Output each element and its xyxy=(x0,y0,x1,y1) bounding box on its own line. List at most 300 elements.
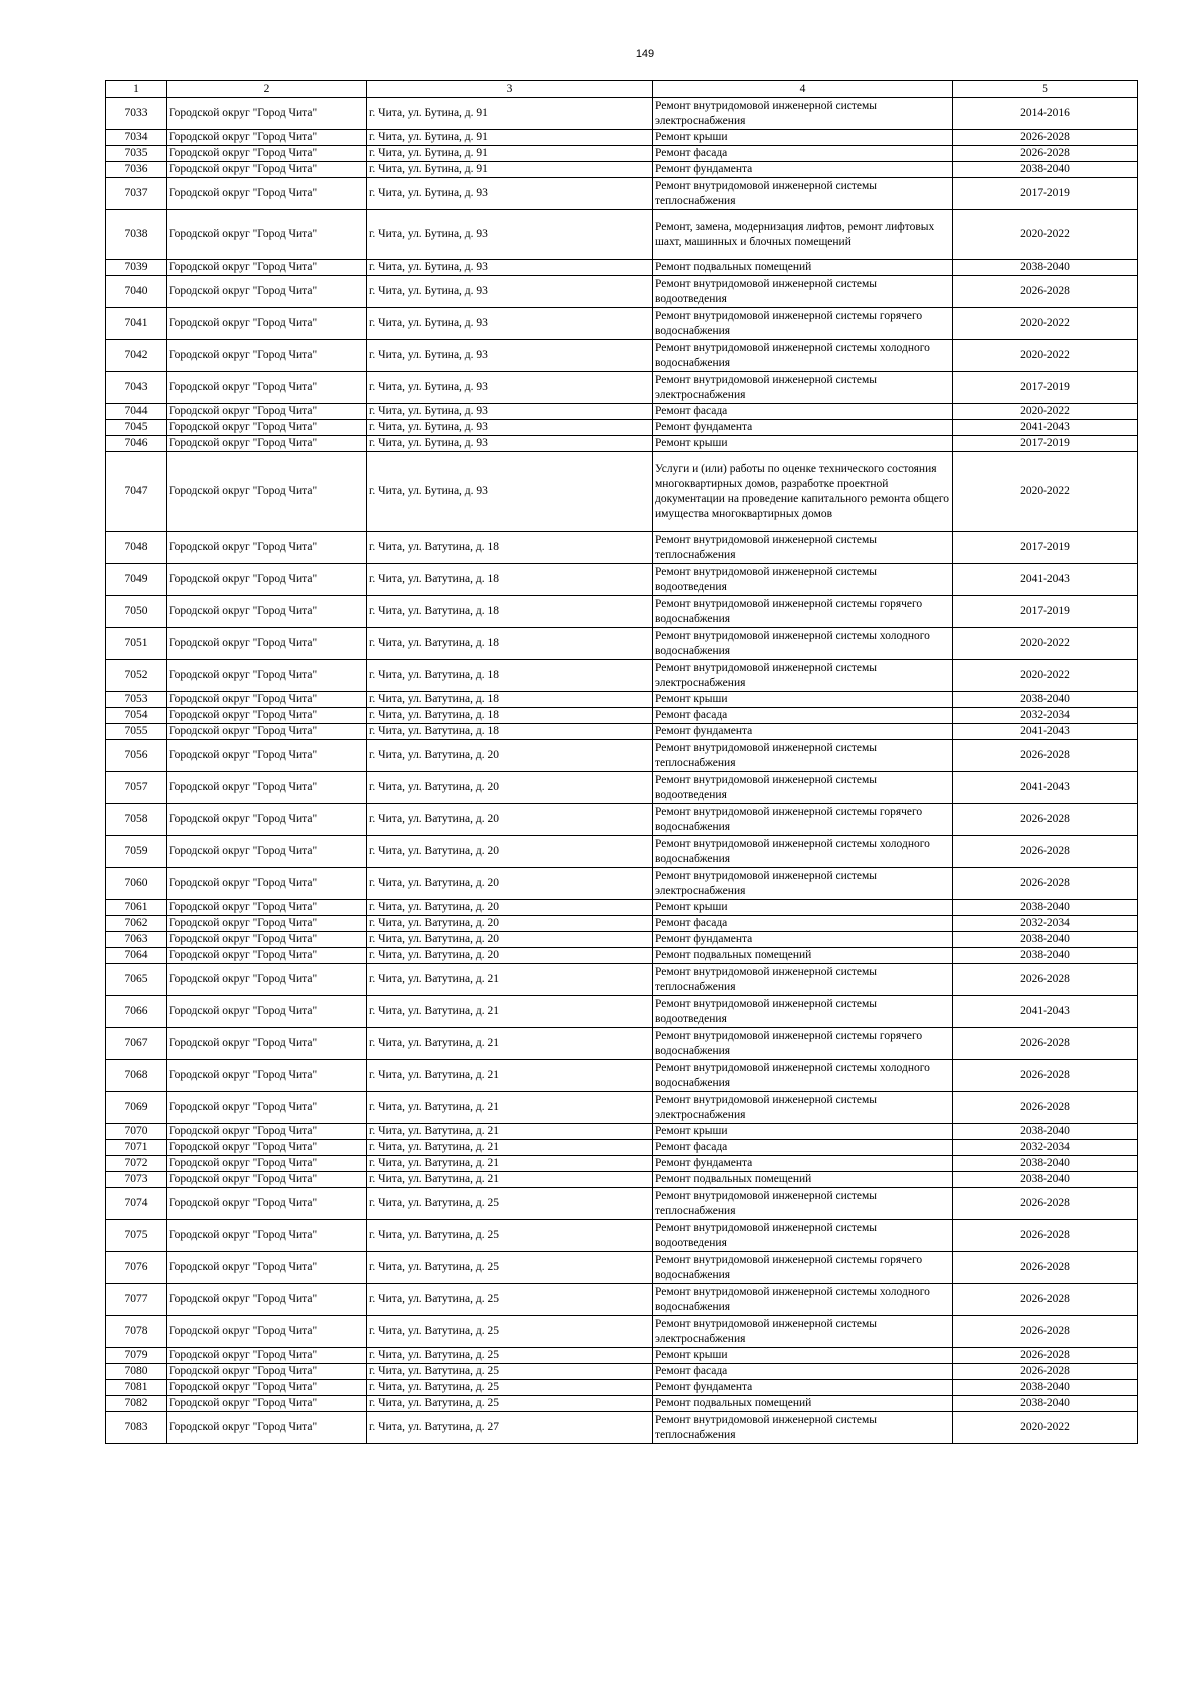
municipality-cell: Городской округ "Город Чита" xyxy=(167,98,367,130)
table-row xyxy=(106,1364,1138,1380)
work-type-cell: Ремонт подвальных помещений xyxy=(653,948,953,964)
table-row xyxy=(106,404,1138,420)
address-cell: г. Чита, ул. Бутина, д. 93 xyxy=(367,452,653,532)
table-row xyxy=(106,1316,1138,1348)
row-number: 7072 xyxy=(106,1156,167,1172)
period-cell: 2026-2028 xyxy=(953,1092,1138,1124)
row-number: 7050 xyxy=(106,596,167,628)
period-cell: 2026-2028 xyxy=(953,1028,1138,1060)
work-type-cell: Ремонт фундамента xyxy=(653,420,953,436)
municipality-cell: Городской округ "Город Чита" xyxy=(167,564,367,596)
municipality-cell: Городской округ "Город Чита" xyxy=(167,1220,367,1252)
table-row xyxy=(106,146,1138,162)
address-cell: г. Чита, ул. Ватутина, д. 21 xyxy=(367,1156,653,1172)
address-cell: г. Чита, ул. Ватутина, д. 25 xyxy=(367,1364,653,1380)
table-row xyxy=(106,964,1138,996)
row-number: 7058 xyxy=(106,804,167,836)
work-type-cell: Ремонт внутридомовой инженерной системы горячего водоснабжения xyxy=(653,308,953,340)
row-number: 7052 xyxy=(106,660,167,692)
address-cell: г. Чита, ул. Бутина, д. 93 xyxy=(367,178,653,210)
work-type-cell: Ремонт внутридомовой инженерной системы электроснабжения xyxy=(653,1316,953,1348)
period-cell: 2026-2028 xyxy=(953,1364,1138,1380)
row-number: 7068 xyxy=(106,1060,167,1092)
address-cell: г. Чита, ул. Ватутина, д. 20 xyxy=(367,804,653,836)
municipality-cell: Городской округ "Город Чита" xyxy=(167,948,367,964)
municipality-cell: Городской округ "Город Чита" xyxy=(167,1060,367,1092)
work-type-cell: Ремонт внутридомовой инженерной системы теплоснабжения xyxy=(653,740,953,772)
work-type-cell: Ремонт фасада xyxy=(653,916,953,932)
address-cell: г. Чита, ул. Ватутина, д. 25 xyxy=(367,1220,653,1252)
table-row xyxy=(106,996,1138,1028)
row-number: 7063 xyxy=(106,932,167,948)
table-row xyxy=(106,772,1138,804)
period-cell: 2038-2040 xyxy=(953,260,1138,276)
work-type-cell: Ремонт внутридомовой инженерной системы горячего водоснабжения xyxy=(653,1252,953,1284)
table-row xyxy=(106,564,1138,596)
row-number: 7039 xyxy=(106,260,167,276)
table-row xyxy=(106,1060,1138,1092)
work-type-cell: Ремонт крыши xyxy=(653,130,953,146)
work-type-cell: Ремонт крыши xyxy=(653,1124,953,1140)
period-cell: 2041-2043 xyxy=(953,724,1138,740)
row-number: 7066 xyxy=(106,996,167,1028)
period-cell: 2026-2028 xyxy=(953,1348,1138,1364)
work-type-cell: Ремонт внутридомовой инженерной системы электроснабжения xyxy=(653,372,953,404)
address-cell: г. Чита, ул. Ватутина, д. 20 xyxy=(367,900,653,916)
municipality-cell: Городской округ "Город Чита" xyxy=(167,1188,367,1220)
municipality-cell: Городской округ "Город Чита" xyxy=(167,1396,367,1412)
period-cell: 2017-2019 xyxy=(953,178,1138,210)
period-cell: 2026-2028 xyxy=(953,804,1138,836)
address-cell: г. Чита, ул. Бутина, д. 91 xyxy=(367,130,653,146)
municipality-cell: Городской округ "Город Чита" xyxy=(167,308,367,340)
period-cell: 2026-2028 xyxy=(953,1220,1138,1252)
period-cell: 2032-2034 xyxy=(953,1140,1138,1156)
period-cell: 2026-2028 xyxy=(953,130,1138,146)
table-row xyxy=(106,372,1138,404)
address-cell: г. Чита, ул. Ватутина, д. 21 xyxy=(367,1060,653,1092)
work-type-cell: Ремонт внутридомовой инженерной системы теплоснабжения xyxy=(653,178,953,210)
municipality-cell: Городской округ "Город Чита" xyxy=(167,660,367,692)
address-cell: г. Чита, ул. Бутина, д. 93 xyxy=(367,260,653,276)
table-row xyxy=(106,1348,1138,1364)
address-cell: г. Чита, ул. Ватутина, д. 20 xyxy=(367,868,653,900)
address-cell: г. Чита, ул. Ватутина, д. 25 xyxy=(367,1380,653,1396)
address-cell: г. Чита, ул. Бутина, д. 91 xyxy=(367,146,653,162)
address-cell: г. Чита, ул. Ватутина, д. 21 xyxy=(367,1028,653,1060)
table-row xyxy=(106,260,1138,276)
row-number: 7064 xyxy=(106,948,167,964)
work-type-cell: Ремонт внутридомовой инженерной системы холодного водоснабжения xyxy=(653,836,953,868)
row-number: 7037 xyxy=(106,178,167,210)
period-cell: 2041-2043 xyxy=(953,996,1138,1028)
municipality-cell: Городской округ "Город Чита" xyxy=(167,452,367,532)
municipality-cell: Городской округ "Город Чита" xyxy=(167,868,367,900)
municipality-cell: Городской округ "Город Чита" xyxy=(167,628,367,660)
period-cell: 2026-2028 xyxy=(953,1284,1138,1316)
work-type-cell: Ремонт внутридомовой инженерной системы горячего водоснабжения xyxy=(653,1028,953,1060)
municipality-cell: Городской округ "Город Чита" xyxy=(167,964,367,996)
address-cell: г. Чита, ул. Бутина, д. 93 xyxy=(367,420,653,436)
table-row xyxy=(106,708,1138,724)
period-cell: 2020-2022 xyxy=(953,308,1138,340)
work-type-cell: Ремонт подвальных помещений xyxy=(653,1172,953,1188)
municipality-cell: Городской округ "Город Чита" xyxy=(167,372,367,404)
period-cell: 2041-2043 xyxy=(953,420,1138,436)
address-cell: г. Чита, ул. Ватутина, д. 20 xyxy=(367,932,653,948)
municipality-cell: Городской округ "Город Чита" xyxy=(167,436,367,452)
address-cell: г. Чита, ул. Ватутина, д. 18 xyxy=(367,596,653,628)
period-cell: 2038-2040 xyxy=(953,1380,1138,1396)
work-type-cell: Ремонт фасада xyxy=(653,146,953,162)
work-type-cell: Ремонт внутридомовой инженерной системы электроснабжения xyxy=(653,1092,953,1124)
work-type-cell: Ремонт крыши xyxy=(653,692,953,708)
period-cell: 2026-2028 xyxy=(953,1188,1138,1220)
address-cell: г. Чита, ул. Ватутина, д. 25 xyxy=(367,1252,653,1284)
period-cell: 2038-2040 xyxy=(953,1396,1138,1412)
period-cell: 2026-2028 xyxy=(953,146,1138,162)
row-number: 7056 xyxy=(106,740,167,772)
work-type-cell: Ремонт фундамента xyxy=(653,1380,953,1396)
period-cell: 2026-2028 xyxy=(953,276,1138,308)
period-cell: 2026-2028 xyxy=(953,836,1138,868)
column-header: 4 xyxy=(653,81,953,98)
period-cell: 2020-2022 xyxy=(953,340,1138,372)
row-number: 7061 xyxy=(106,900,167,916)
row-number: 7076 xyxy=(106,1252,167,1284)
work-type-cell: Ремонт внутридомовой инженерной системы холодного водоснабжения xyxy=(653,1060,953,1092)
address-cell: г. Чита, ул. Ватутина, д. 20 xyxy=(367,916,653,932)
page-number: 149 xyxy=(635,48,655,60)
row-number: 7043 xyxy=(106,372,167,404)
address-cell: г. Чита, ул. Ватутина, д. 18 xyxy=(367,660,653,692)
municipality-cell: Городской округ "Город Чита" xyxy=(167,260,367,276)
work-type-cell: Ремонт фасада xyxy=(653,1140,953,1156)
period-cell: 2017-2019 xyxy=(953,436,1138,452)
period-cell: 2032-2034 xyxy=(953,916,1138,932)
work-type-cell: Ремонт внутридомовой инженерной системы электроснабжения xyxy=(653,98,953,130)
period-cell: 2038-2040 xyxy=(953,900,1138,916)
municipality-cell: Городской округ "Город Чита" xyxy=(167,178,367,210)
municipality-cell: Городской округ "Город Чита" xyxy=(167,1412,367,1444)
period-cell: 2026-2028 xyxy=(953,868,1138,900)
table-row xyxy=(106,452,1138,532)
period-cell: 2026-2028 xyxy=(953,964,1138,996)
municipality-cell: Городской округ "Город Чита" xyxy=(167,708,367,724)
address-cell: г. Чита, ул. Бутина, д. 93 xyxy=(367,340,653,372)
address-cell: г. Чита, ул. Ватутина, д. 21 xyxy=(367,1140,653,1156)
work-type-cell: Ремонт фасада xyxy=(653,1364,953,1380)
period-cell: 2017-2019 xyxy=(953,372,1138,404)
work-type-cell: Ремонт внутридомовой инженерной системы горячего водоснабжения xyxy=(653,596,953,628)
municipality-cell: Городской округ "Город Чита" xyxy=(167,740,367,772)
table-row xyxy=(106,868,1138,900)
column-number-row xyxy=(106,81,1138,98)
table-row xyxy=(106,1156,1138,1172)
row-number: 7071 xyxy=(106,1140,167,1156)
table-row xyxy=(106,932,1138,948)
municipality-cell: Городской округ "Город Чита" xyxy=(167,532,367,564)
column-header: 1 xyxy=(106,81,167,98)
row-number: 7060 xyxy=(106,868,167,900)
municipality-cell: Городской округ "Город Чита" xyxy=(167,1364,367,1380)
table-row xyxy=(106,130,1138,146)
municipality-cell: Городской округ "Город Чита" xyxy=(167,340,367,372)
address-cell: г. Чита, ул. Ватутина, д. 18 xyxy=(367,724,653,740)
table-row xyxy=(106,900,1138,916)
municipality-cell: Городской округ "Город Чита" xyxy=(167,932,367,948)
work-type-cell: Ремонт внутридомовой инженерной системы электроснабжения xyxy=(653,660,953,692)
table-row xyxy=(106,1252,1138,1284)
row-number: 7079 xyxy=(106,1348,167,1364)
row-number: 7067 xyxy=(106,1028,167,1060)
period-cell: 2038-2040 xyxy=(953,1172,1138,1188)
address-cell: г. Чита, ул. Ватутина, д. 25 xyxy=(367,1316,653,1348)
period-cell: 2038-2040 xyxy=(953,162,1138,178)
table-row xyxy=(106,1092,1138,1124)
row-number: 7034 xyxy=(106,130,167,146)
address-cell: г. Чита, ул. Ватутина, д. 21 xyxy=(367,1172,653,1188)
table-row xyxy=(106,420,1138,436)
row-number: 7078 xyxy=(106,1316,167,1348)
address-cell: г. Чита, ул. Ватутина, д. 20 xyxy=(367,836,653,868)
municipality-cell: Городской округ "Город Чита" xyxy=(167,1172,367,1188)
period-cell: 2041-2043 xyxy=(953,564,1138,596)
municipality-cell: Городской округ "Город Чита" xyxy=(167,1380,367,1396)
table-row xyxy=(106,1188,1138,1220)
work-type-cell: Ремонт внутридомовой инженерной системы холодного водоснабжения xyxy=(653,628,953,660)
table-row xyxy=(106,948,1138,964)
work-type-cell: Ремонт внутридомовой инженерной системы холодного водоснабжения xyxy=(653,340,953,372)
row-number: 7042 xyxy=(106,340,167,372)
municipality-cell: Городской округ "Город Чита" xyxy=(167,596,367,628)
municipality-cell: Городской округ "Город Чита" xyxy=(167,162,367,178)
work-type-cell: Ремонт фасада xyxy=(653,404,953,420)
period-cell: 2032-2034 xyxy=(953,708,1138,724)
address-cell: г. Чита, ул. Ватутина, д. 18 xyxy=(367,564,653,596)
row-number: 7062 xyxy=(106,916,167,932)
row-number: 7038 xyxy=(106,210,167,260)
address-cell: г. Чита, ул. Ватутина, д. 18 xyxy=(367,628,653,660)
column-header: 2 xyxy=(167,81,367,98)
row-number: 7065 xyxy=(106,964,167,996)
table-row xyxy=(106,1140,1138,1156)
municipality-cell: Городской округ "Город Чита" xyxy=(167,420,367,436)
capital-repair-table xyxy=(105,80,1138,1444)
table-row xyxy=(106,1124,1138,1140)
table-row xyxy=(106,178,1138,210)
row-number: 7044 xyxy=(106,404,167,420)
municipality-cell: Городской округ "Город Чита" xyxy=(167,724,367,740)
municipality-cell: Городской округ "Город Чита" xyxy=(167,836,367,868)
work-type-cell: Ремонт внутридомовой инженерной системы теплоснабжения xyxy=(653,964,953,996)
address-cell: г. Чита, ул. Ватутина, д. 20 xyxy=(367,772,653,804)
table-row xyxy=(106,660,1138,692)
row-number: 7041 xyxy=(106,308,167,340)
table-row xyxy=(106,628,1138,660)
address-cell: г. Чита, ул. Ватутина, д. 25 xyxy=(367,1188,653,1220)
address-cell: г. Чита, ул. Ватутина, д. 20 xyxy=(367,948,653,964)
period-cell: 2026-2028 xyxy=(953,1252,1138,1284)
row-number: 7083 xyxy=(106,1412,167,1444)
row-number: 7045 xyxy=(106,420,167,436)
work-type-cell: Ремонт внутридомовой инженерной системы водоотведения xyxy=(653,996,953,1028)
municipality-cell: Городской округ "Город Чита" xyxy=(167,130,367,146)
work-type-cell: Ремонт внутридомовой инженерной системы электроснабжения xyxy=(653,868,953,900)
work-type-cell: Ремонт внутридомовой инженерной системы водоотведения xyxy=(653,276,953,308)
period-cell: 2041-2043 xyxy=(953,772,1138,804)
table-row xyxy=(106,1380,1138,1396)
work-type-cell: Ремонт, замена, модернизация лифтов, ремонт лифтовых шахт, машинных и блочных помещений xyxy=(653,210,953,260)
period-cell: 2017-2019 xyxy=(953,596,1138,628)
period-cell: 2038-2040 xyxy=(953,692,1138,708)
row-number: 7046 xyxy=(106,436,167,452)
work-type-cell: Ремонт внутридомовой инженерной системы теплоснабжения xyxy=(653,532,953,564)
work-type-cell: Ремонт подвальных помещений xyxy=(653,1396,953,1412)
row-number: 7082 xyxy=(106,1396,167,1412)
work-type-cell: Ремонт фундамента xyxy=(653,932,953,948)
municipality-cell: Городской округ "Город Чита" xyxy=(167,276,367,308)
address-cell: г. Чита, ул. Ватутина, д. 27 xyxy=(367,1412,653,1444)
address-cell: г. Чита, ул. Бутина, д. 93 xyxy=(367,404,653,420)
address-cell: г. Чита, ул. Бутина, д. 93 xyxy=(367,308,653,340)
table-row xyxy=(106,340,1138,372)
municipality-cell: Городской округ "Город Чита" xyxy=(167,996,367,1028)
row-number: 7081 xyxy=(106,1380,167,1396)
address-cell: г. Чита, ул. Бутина, д. 91 xyxy=(367,98,653,130)
table-row xyxy=(106,308,1138,340)
row-number: 7047 xyxy=(106,452,167,532)
table-row xyxy=(106,836,1138,868)
period-cell: 2020-2022 xyxy=(953,660,1138,692)
table-row xyxy=(106,916,1138,932)
row-number: 7070 xyxy=(106,1124,167,1140)
municipality-cell: Городской округ "Город Чита" xyxy=(167,900,367,916)
table-row xyxy=(106,162,1138,178)
address-cell: г. Чита, ул. Бутина, д. 93 xyxy=(367,372,653,404)
row-number: 7053 xyxy=(106,692,167,708)
table-row xyxy=(106,1028,1138,1060)
work-type-cell: Ремонт внутридомовой инженерной системы теплоснабжения xyxy=(653,1188,953,1220)
municipality-cell: Городской округ "Город Чита" xyxy=(167,804,367,836)
work-type-cell: Ремонт подвальных помещений xyxy=(653,260,953,276)
municipality-cell: Городской округ "Город Чита" xyxy=(167,916,367,932)
period-cell: 2038-2040 xyxy=(953,932,1138,948)
municipality-cell: Городской округ "Город Чита" xyxy=(167,146,367,162)
row-number: 7049 xyxy=(106,564,167,596)
row-number: 7040 xyxy=(106,276,167,308)
table-row xyxy=(106,1412,1138,1444)
row-number: 7054 xyxy=(106,708,167,724)
row-number: 7077 xyxy=(106,1284,167,1316)
table-body xyxy=(106,98,1138,1444)
municipality-cell: Городской округ "Город Чита" xyxy=(167,1252,367,1284)
municipality-cell: Городской округ "Город Чита" xyxy=(167,1284,367,1316)
period-cell: 2026-2028 xyxy=(953,1060,1138,1092)
work-type-cell: Ремонт крыши xyxy=(653,436,953,452)
address-cell: г. Чита, ул. Ватутина, д. 18 xyxy=(367,532,653,564)
work-type-cell: Ремонт внутридомовой инженерной системы горячего водоснабжения xyxy=(653,804,953,836)
table-row xyxy=(106,210,1138,260)
row-number: 7035 xyxy=(106,146,167,162)
address-cell: г. Чита, ул. Бутина, д. 93 xyxy=(367,436,653,452)
work-type-cell: Ремонт фундамента xyxy=(653,724,953,740)
period-cell: 2017-2019 xyxy=(953,532,1138,564)
row-number: 7069 xyxy=(106,1092,167,1124)
municipality-cell: Городской округ "Город Чита" xyxy=(167,404,367,420)
work-type-cell: Ремонт крыши xyxy=(653,900,953,916)
address-cell: г. Чита, ул. Ватутина, д. 20 xyxy=(367,740,653,772)
municipality-cell: Городской округ "Город Чита" xyxy=(167,1156,367,1172)
period-cell: 2020-2022 xyxy=(953,404,1138,420)
address-cell: г. Чита, ул. Ватутина, д. 25 xyxy=(367,1396,653,1412)
period-cell: 2014-2016 xyxy=(953,98,1138,130)
work-type-cell: Ремонт внутридомовой инженерной системы водоотведения xyxy=(653,1220,953,1252)
row-number: 7075 xyxy=(106,1220,167,1252)
period-cell: 2038-2040 xyxy=(953,1156,1138,1172)
address-cell: г. Чита, ул. Ватутина, д. 18 xyxy=(367,692,653,708)
column-header: 3 xyxy=(367,81,653,98)
period-cell: 2026-2028 xyxy=(953,1316,1138,1348)
period-cell: 2038-2040 xyxy=(953,1124,1138,1140)
row-number: 7051 xyxy=(106,628,167,660)
municipality-cell: Городской округ "Город Чита" xyxy=(167,1316,367,1348)
address-cell: г. Чита, ул. Ватутина, д. 25 xyxy=(367,1284,653,1316)
work-type-cell: Ремонт внутридомовой инженерной системы водоотведения xyxy=(653,564,953,596)
municipality-cell: Городской округ "Город Чита" xyxy=(167,1028,367,1060)
row-number: 7080 xyxy=(106,1364,167,1380)
row-number: 7036 xyxy=(106,162,167,178)
table-row xyxy=(106,532,1138,564)
address-cell: г. Чита, ул. Ватутина, д. 21 xyxy=(367,1092,653,1124)
period-cell: 2020-2022 xyxy=(953,628,1138,660)
period-cell: 2038-2040 xyxy=(953,948,1138,964)
row-number: 7059 xyxy=(106,836,167,868)
table-row xyxy=(106,740,1138,772)
row-number: 7048 xyxy=(106,532,167,564)
period-cell: 2020-2022 xyxy=(953,452,1138,532)
municipality-cell: Городской округ "Город Чита" xyxy=(167,1092,367,1124)
table-row xyxy=(106,1220,1138,1252)
table-row xyxy=(106,1284,1138,1316)
table-row xyxy=(106,1396,1138,1412)
table-row xyxy=(106,596,1138,628)
row-number: 7055 xyxy=(106,724,167,740)
address-cell: г. Чита, ул. Ватутина, д. 21 xyxy=(367,1124,653,1140)
work-type-cell: Ремонт внутридомовой инженерной системы холодного водоснабжения xyxy=(653,1284,953,1316)
work-type-cell: Услуги и (или) работы по оценке технического состояния многоквартирных домов, разработке проектной документации на проведение капитального ремонта общего имущества многоквартирных домов xyxy=(653,452,953,532)
table-row xyxy=(106,1172,1138,1188)
work-type-cell: Ремонт фундамента xyxy=(653,162,953,178)
period-cell: 2020-2022 xyxy=(953,210,1138,260)
address-cell: г. Чита, ул. Бутина, д. 93 xyxy=(367,276,653,308)
address-cell: г. Чита, ул. Ватутина, д. 21 xyxy=(367,964,653,996)
column-header: 5 xyxy=(953,81,1138,98)
work-type-cell: Ремонт фасада xyxy=(653,708,953,724)
table-row xyxy=(106,724,1138,740)
municipality-cell: Городской округ "Город Чита" xyxy=(167,1140,367,1156)
table-row xyxy=(106,804,1138,836)
address-cell: г. Чита, ул. Ватутина, д. 18 xyxy=(367,708,653,724)
municipality-cell: Городской округ "Город Чита" xyxy=(167,772,367,804)
municipality-cell: Городской округ "Город Чита" xyxy=(167,210,367,260)
municipality-cell: Городской округ "Город Чита" xyxy=(167,1348,367,1364)
row-number: 7033 xyxy=(106,98,167,130)
table-row xyxy=(106,276,1138,308)
municipality-cell: Городской округ "Город Чита" xyxy=(167,692,367,708)
work-type-cell: Ремонт внутридомовой инженерной системы теплоснабжения xyxy=(653,1412,953,1444)
address-cell: г. Чита, ул. Бутина, д. 93 xyxy=(367,210,653,260)
